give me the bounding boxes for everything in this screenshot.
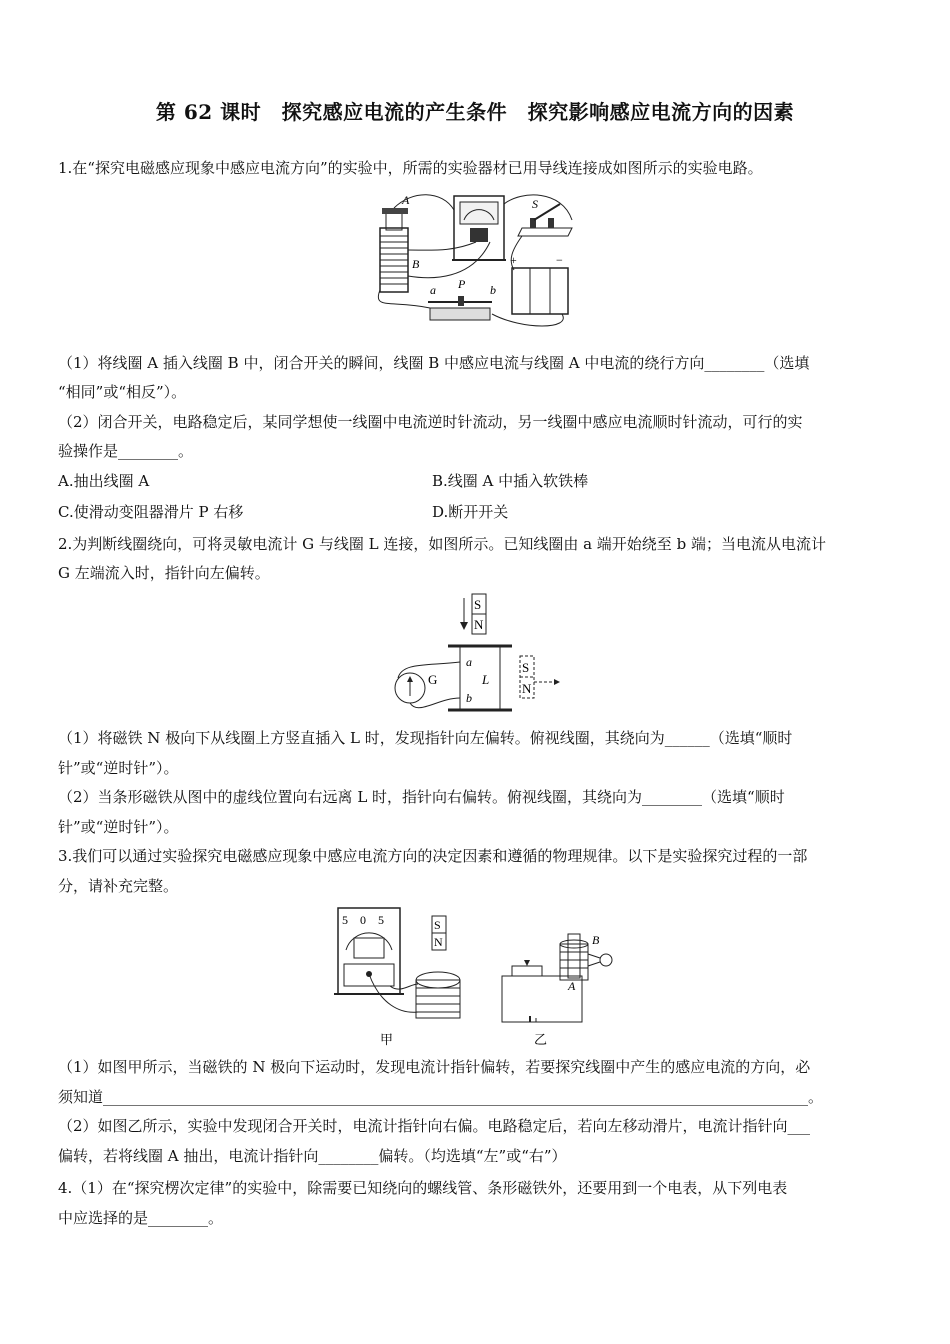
q3-stem-line2: 分，请补充完整。 (58, 877, 179, 895)
q3-figures (330, 904, 630, 1050)
q2-part2-line2: 针”或“逆时针”）。 (58, 818, 179, 836)
q1-option-c: C.使滑动变阻器滑片 P 右移 (58, 503, 244, 521)
q2-part1-line1: （1）将磁铁 N 极向下从线圈上方竖直插入 L 时，发现指针向左偏转。俯视线圈，其绕向为______（选填“顺时 (58, 729, 793, 747)
q1-option-b: B.线圈 A 中插入软铁棒 (432, 472, 589, 490)
magnet-N-label: N (474, 617, 484, 632)
page-title: 第 62 课时 探究感应电流的产生条件 探究影响感应电流方向的因素 (155, 100, 795, 124)
dashed-magnet-S-label: S (522, 660, 530, 675)
q1-part2-line1: （2）闭合开关，电路稳定后，某同学想使一线圈中电流逆时针流动，另一线圈中感应电流顺时针流动，可行的实 (58, 413, 803, 431)
q2-stem-line1: 2.为判断线圈绕向，可将灵敏电流计 G 与线圈 L 连接，如图所示。已知线圈由 a 端开始绕至 b 端；当电流从电流计 (58, 535, 826, 553)
q1-circuit-figure (372, 190, 582, 340)
label-a: a (430, 283, 436, 297)
coil-b-label: b (466, 691, 472, 705)
magnet-S-label: S (474, 597, 482, 612)
q3-stem-line1: 3.我们可以通过实验探究电磁感应现象中感应电流方向的决定因素和遵循的物理规律。以下是实验探究过程的一部 (58, 847, 808, 865)
figure-yi-label: 乙 (534, 1032, 548, 1047)
q4-line2: 中应选择的是________。 (58, 1209, 224, 1227)
label-B: B (412, 257, 420, 271)
label-A: A (402, 193, 410, 207)
q2-coil-figure (388, 592, 568, 718)
q4-line1: 4.（1）在“探究楞次定律”的实验中，除需要已知绕向的螺线管、条形磁铁外，还要用到一个电表，从下列电表 (58, 1179, 788, 1197)
figure-jia-label: 甲 (380, 1032, 394, 1047)
label-plus: + (510, 253, 517, 267)
dashed-magnet-N-label: N (522, 681, 532, 696)
label-P: P (458, 277, 466, 291)
q3-label-A: A (568, 979, 576, 993)
q3-magnet-S-label: S (434, 918, 441, 932)
label-S: S (532, 197, 538, 211)
q1-part1-line1: （1）将线圈 A 插入线圈 B 中，闭合开关的瞬间，线圈 B 中感应电流与线圈 A 中电流的绕行方向________（选填 (58, 354, 810, 372)
q3-part2-line2: 偏转，若将线圈 A 抽出，电流计指针向________偏转。（均选填“左”或“右”） (58, 1147, 567, 1165)
q3-label-B: B (592, 933, 600, 947)
q1-option-a: A.抽出线圈 A (58, 472, 150, 490)
q2-part1-line2: 针”或“逆时针”）。 (58, 759, 179, 777)
q1-option-d: D.断开开关 (432, 503, 509, 521)
q3-part2-line1: （2）如图乙所示，实验中发现闭合开关时，电流计指针向右偏。电路稳定后，若向左移动滑片，电流计指针向___ (58, 1117, 811, 1135)
q2-part2-line1: （2）当条形磁铁从图中的虚线位置向右远离 L 时，指针向右偏转。俯视线圈，其绕向为________（选填“顺时 (58, 788, 785, 806)
q3-part1-line2: 须知道______________________________________________________________________________________________。 (58, 1088, 824, 1106)
label-minus: − (556, 253, 563, 267)
scale-label: 5 0 5 (342, 913, 385, 927)
label-b: b (490, 283, 496, 297)
q1-part1-line2: “相同”或“相反”）。 (58, 383, 187, 401)
galvanometer-G-label: G (428, 672, 438, 687)
coil-a-label: a (466, 655, 472, 669)
q3-part1-line1: （1）如图甲所示，当磁铁的 N 极向下运动时，发现电流计指针偏转，若要探究线圈中产生的感应电流的方向，必 (58, 1058, 811, 1076)
coil-L-label: L (482, 672, 490, 687)
q3-magnet-N-label: N (434, 935, 443, 949)
q1-part2-line2: 验操作是________。 (58, 442, 194, 460)
q2-stem-line2: G 左端流入时，指针向左偏转。 (58, 564, 270, 582)
q1-stem: 1.在“探究电磁感应现象中感应电流方向”的实验中，所需的实验器材已用导线连接成如图所示的实验电路。 (58, 159, 763, 177)
